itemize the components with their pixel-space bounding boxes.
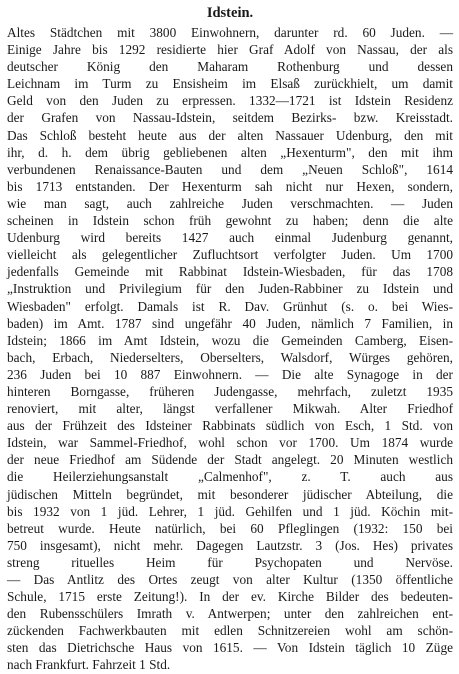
text-line: — Das Antlitz des Ortes zeugt von alter Kultur (1350 öffentliche (7, 572, 453, 587)
text-line: Geld von den Juden zu erpressen. 1332—1721 ist Idstein Residenz (7, 93, 453, 109)
text-line: sten das Dietrichsche Haus von 1615. — Von Idstein täglich 10 Züge (7, 640, 453, 656)
text-line: jedenfalls Gemeinde mit Rabbinat Idstein-Wiesbaden, für das 1708 (7, 264, 453, 280)
text-line: nach Frankfurt. Fahrzeit 1 Std. (7, 657, 171, 673)
text-line: wie man sagt, auch zahlreiche Juden verschmachten. — Juden (7, 195, 453, 211)
text-line: baden) im Amt. 1787 sind ungefähr 40 Juden, nämlich 7 Familien, in (7, 315, 453, 331)
text-line: renoviert, mit alter, längst verfallener Mikwah. Alter Friedhof (7, 401, 453, 417)
text-line: ihr, d. h. dem übrig gebliebenen alten „Hexenturm", den mit ihm (7, 144, 453, 160)
text-line: 236 Juden bei 10 887 Einwohnern. — Die alte Synagoge in der (7, 366, 453, 382)
text-line: „Instruktion und Privilegium für den Juden-Rabbiner zu Idstein und (7, 281, 453, 297)
text-line: scheinen in Idstein schon früh gewohnt zu haben; denn die alte (7, 213, 453, 229)
text-line: verbundenen Renaissance-Bauten und dem „Neuen Schloß", 1614 (7, 161, 453, 177)
body-text (7, 24, 453, 674)
text-line: Altes Städtchen mit 3800 Einwohnern, darunter rd. 60 Juden. — (7, 25, 453, 40)
text-line: betreut wurde. Heute natürlich, bei 60 Pfleglingen (1932: 150 bei (7, 520, 453, 536)
text-line: Schule, 1715 erste Zeitung!). In der ev. Kirche Bilder des bedeuten- (7, 589, 453, 605)
text-line: die Heilerziehungsanstalt „Calmenhof", z. T. auch aus (7, 469, 453, 485)
text-line: deutscher König den Maharam Rothenburg und dessen (7, 59, 453, 75)
text-line: bach, Erbach, Niederselters, Oberselters, Walsdorf, Würges gehören, (7, 349, 453, 365)
text-line: Einige Jahre bis 1292 residierte hier Graf Adolf von Nassau, der als (7, 42, 453, 58)
text-line: streng rituelles Heim für Psychopaten und Nervöse. (7, 554, 453, 570)
text-line: Idstein; 1866 im Amt Idstein, wozu die Gemeinden Camberg, Eisen- (7, 332, 453, 348)
text-line: jüdischen Mitteln begründet, mit besonderer jüdischer Abteilung, die (7, 486, 453, 502)
page-title: Idstein. (206, 5, 254, 21)
text-line: Leichnam im Turm zu Ensisheim im Elsaß zurückhielt, um damit (7, 76, 453, 92)
text-line: zückenden Fachwerkbauten mit edlen Schnitzereien wohl am schön- (7, 623, 453, 639)
text-line: Wiesbaden" erfolgt. Damals ist R. Dav. Grünhut (s. o. bei Wies- (7, 298, 453, 314)
text-line: den Rubensschülers Imrath v. Antwerpen; unter den zahlreichen ent- (7, 606, 453, 622)
text-line: aus der Frühzeit des Idsteiner Rabbinats südlich von Esch, 1 Std. von (7, 418, 453, 434)
text-line: 750 insgesamt), nicht mehr. Dagegen Lautzstr. 3 (Jos. Hes) privates (7, 537, 453, 553)
text-line: vielleicht als gelegentlicher Zufluchtsort verfolgter Juden. Um 1700 (7, 247, 453, 263)
text-line: der neue Friedhof am Südende der Stadt angelegt. 20 Minuten westlich (7, 452, 453, 468)
text-line: Udenburg wird bereits 1427 auch einmal Judenburg genannt, (7, 230, 453, 246)
text-line: der Grafen von Nassau-Idstein, seitdem Bezirks- bzw. Kreisstadt. (7, 110, 453, 126)
text-line: Das Schloß besteht heute aus der alten Nassauer Udenburg, den mit (7, 127, 453, 143)
text-line: Idstein, war Sammel-Friedhof, wohl schon vor 1700. Um 1874 wurde (7, 435, 453, 451)
text-line: hinteren Borngasse, früheren Judengasse, mehrfach, zuletzt 1935 (7, 383, 453, 399)
text-line: bis 1932 von 1 jüd. Lehrer, 1 jüd. Gehilfen und 1 jüd. Köchin mit- (7, 503, 453, 519)
text-line: bis 1713 entstanden. Der Hexenturm sah nicht nur Hexen, sondern, (7, 178, 453, 194)
